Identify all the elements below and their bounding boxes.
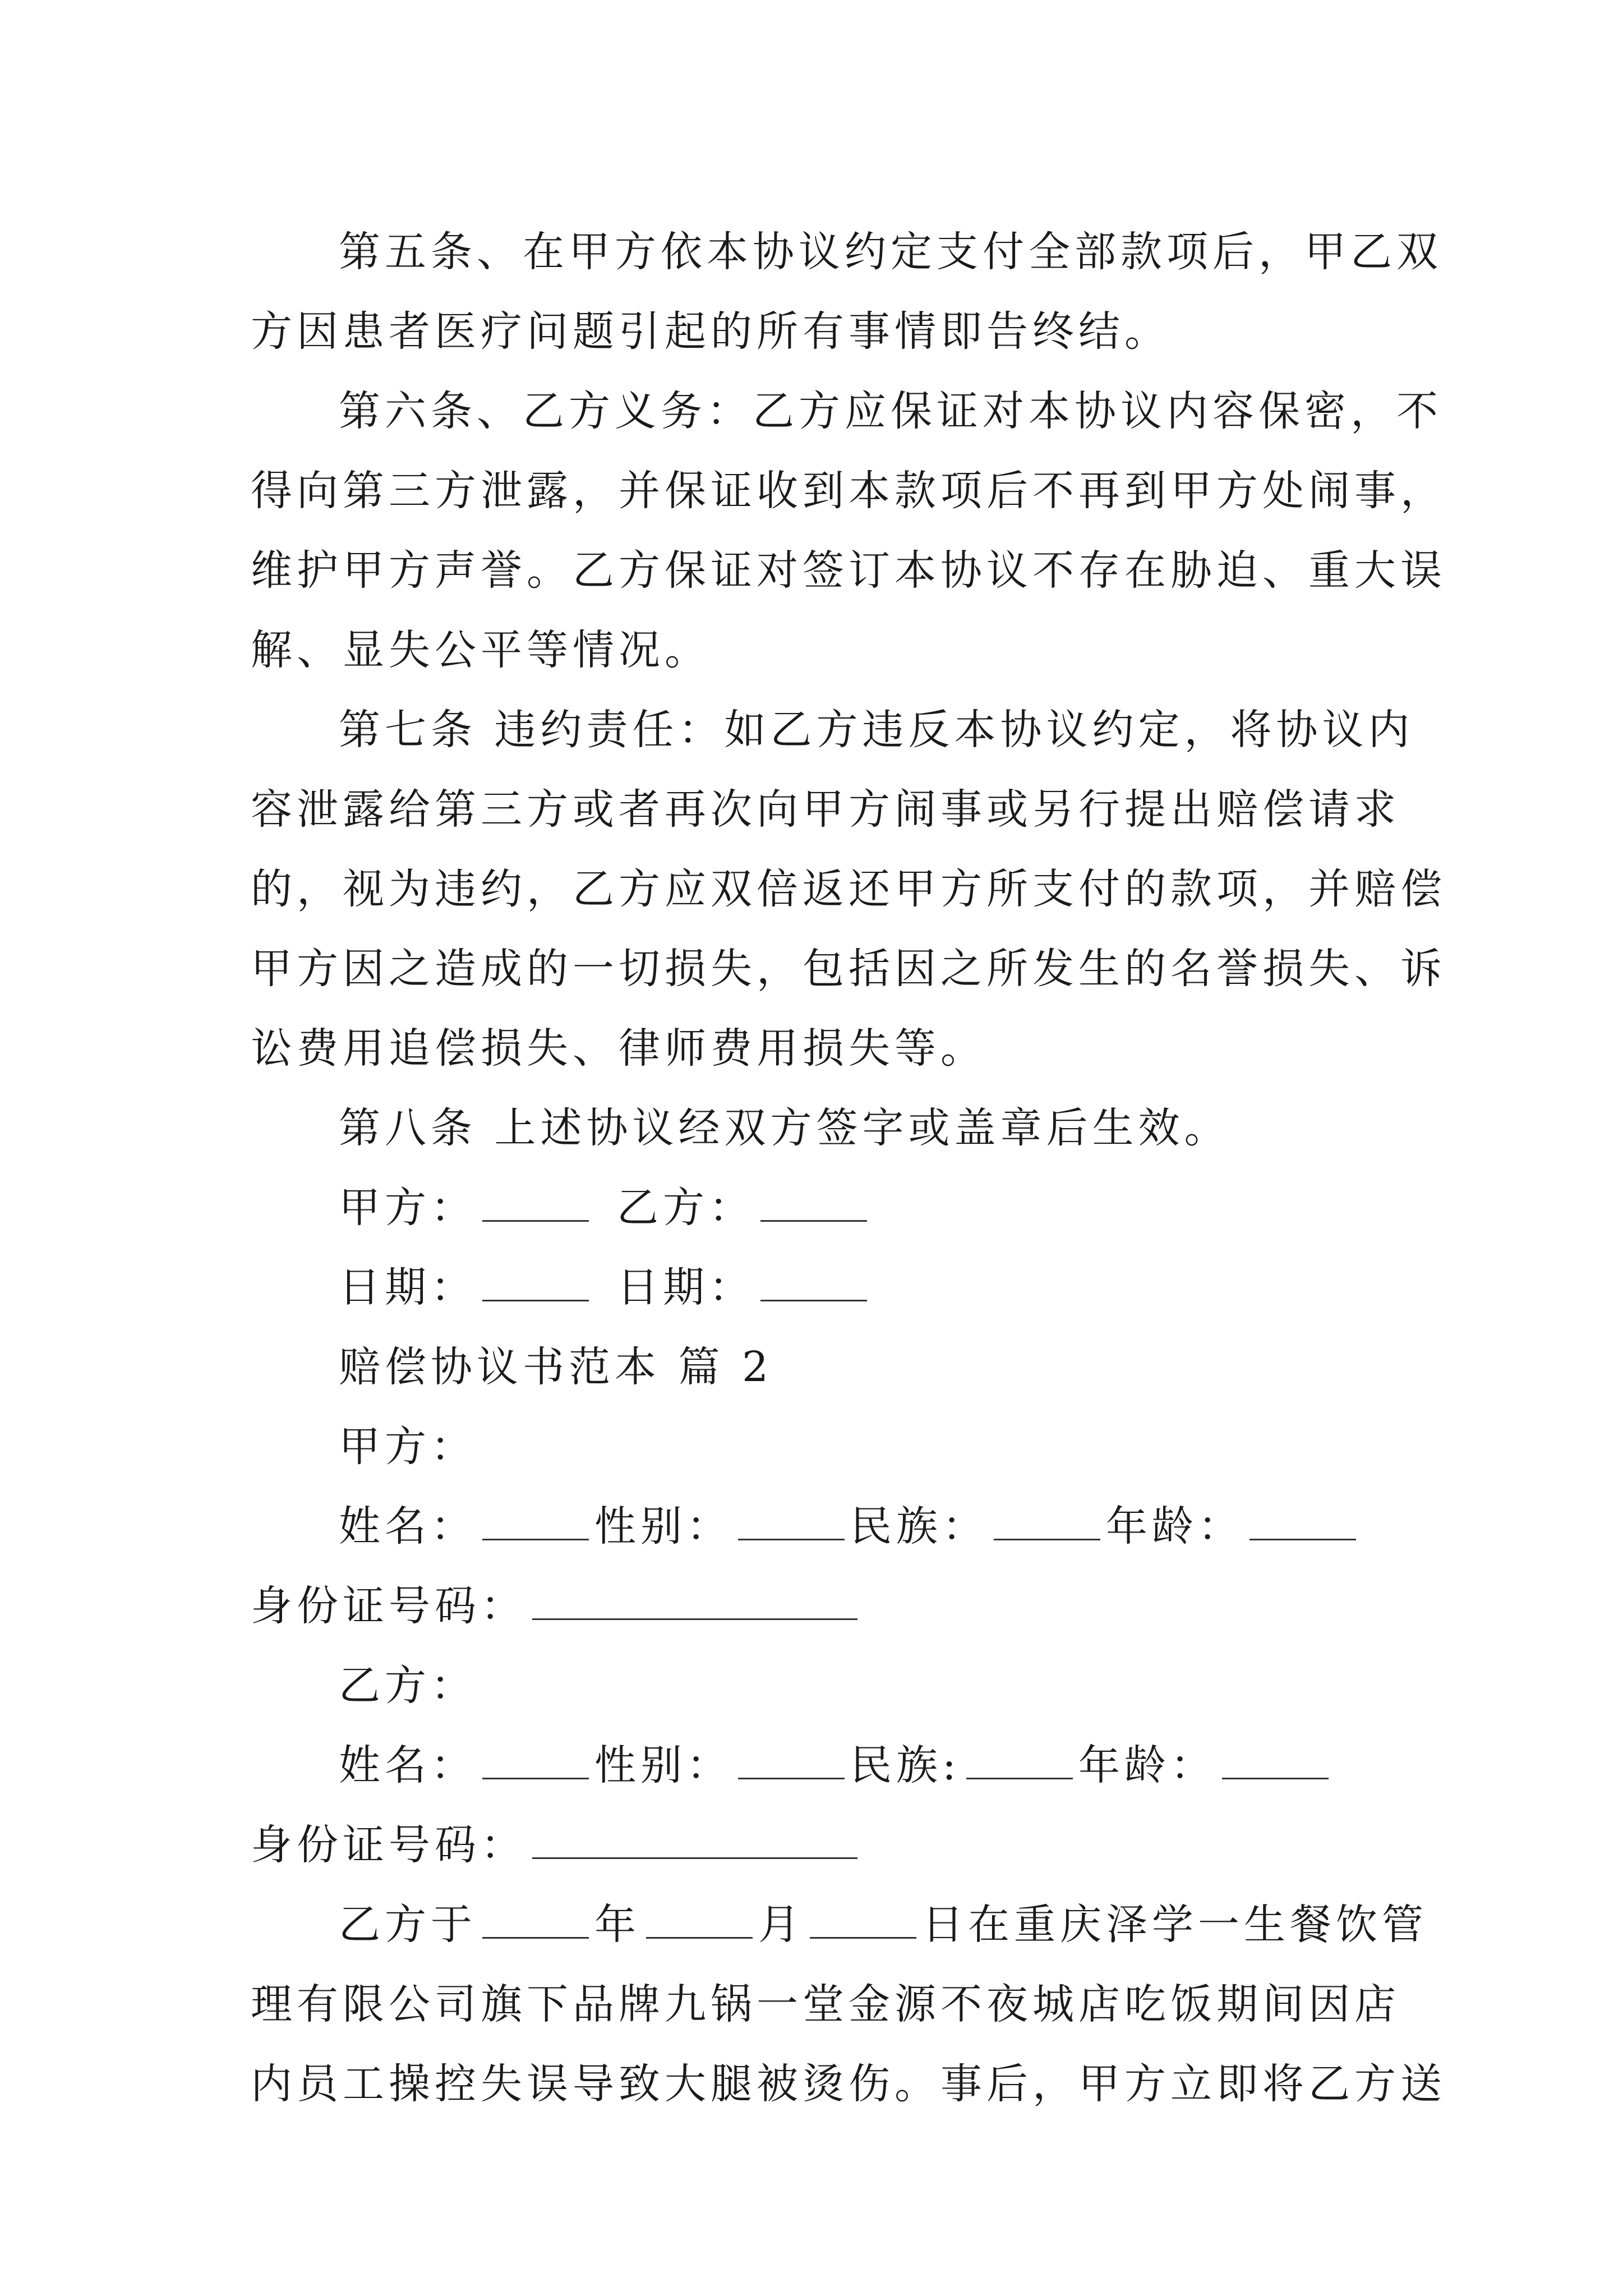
article-5-line-1: 第五条、在甲方依本协议约定支付全部款项后，甲乙双 (339, 228, 1442, 276)
party-a-ethnicity-blank (994, 1505, 1100, 1540)
incident-prefix: 乙方于 (339, 1901, 477, 1949)
incident-line-3: 内员工操控失误导致大腿被烫伤。事后，甲方立即将乙方送 (251, 2060, 1446, 2108)
party-a-age-blank (1249, 1505, 1356, 1540)
incident-suffix: 日在重庆泽学一生餐饮管 (922, 1901, 1428, 1949)
article-6-line-4: 解、显失公平等情况。 (251, 626, 711, 674)
section-2-title: 赔偿协议书范本 篇 2 (339, 1343, 773, 1391)
party-a-ethnicity-label: 民族： (850, 1502, 988, 1550)
article-6-line-2: 得向第三方泄露，并保证收到本款项后不再到甲方处闹事， (251, 467, 1446, 515)
date-row (251, 1248, 1375, 1327)
party-b-ethnicity-label: 民族: (850, 1741, 961, 1789)
incident-day-blank (810, 1903, 916, 1939)
party-b-id-row (251, 1805, 1375, 1885)
party-b-name-blank (482, 1744, 589, 1779)
party-a-id-row (251, 1566, 1375, 1646)
party-a-age-label: 年龄： (1106, 1502, 1244, 1550)
incident-line-1 (251, 1885, 1428, 1964)
article-5-line-2: 方因患者医疗问题引起的所有事情即告终结。 (251, 307, 1170, 356)
section-2-party-a-heading: 甲方： (339, 1423, 477, 1471)
party-a-name-label: 姓名： (339, 1502, 477, 1550)
party-b-age-label: 年龄： (1078, 1741, 1216, 1789)
party-b-id-label: 身份证号码： (251, 1821, 527, 1869)
party-b-id-blank (532, 1824, 857, 1859)
party-a-name-blank (482, 1505, 589, 1540)
party-b-gender-label: 性别： (594, 1741, 732, 1789)
article-8-line-1: 第八条 上述协议经双方签字或盖章后生效。 (339, 1104, 1230, 1152)
incident-year-label: 年 (594, 1901, 640, 1949)
incident-line-2: 理有限公司旗下品牌九锅一堂金源不夜城店吃饭期间因店 (251, 1980, 1400, 2028)
article-6-line-3: 维护甲方声誉。乙方保证对签订本协议不存在胁迫、重大误 (251, 546, 1446, 595)
party-b-details-row (251, 1726, 1375, 1805)
party-b-blank (760, 1186, 867, 1222)
article-7-line-3: 的，视为违约，乙方应双倍返还甲方所支付的款项，并赔偿 (251, 865, 1446, 913)
document-body (251, 212, 1446, 2124)
date-a-blank (482, 1266, 589, 1301)
date-b-blank (760, 1266, 867, 1301)
date-a-label: 日期： (339, 1263, 477, 1312)
party-a-id-label: 身份证号码： (251, 1582, 527, 1630)
party-b-ethnicity-blank (966, 1744, 1073, 1779)
article-6-line-1: 第六条、乙方义务：乙方应保证对本协议内容保密，不 (339, 387, 1442, 435)
party-b-name-label: 姓名： (339, 1741, 477, 1789)
party-b-age-blank (1222, 1744, 1329, 1779)
article-7-line-1: 第七条 违约责任：如乙方违反本协议约定，将协议内 (339, 706, 1414, 754)
incident-month-label: 月 (758, 1901, 804, 1949)
party-b-label: 乙方： (617, 1184, 755, 1232)
incident-year-blank (482, 1903, 589, 1939)
party-a-label: 甲方： (339, 1184, 477, 1232)
date-b-label: 日期： (617, 1263, 755, 1312)
incident-month-blank (646, 1903, 753, 1939)
article-7-line-2: 容泄露给第三方或者再次向甲方闹事或另行提出赔偿请求 (251, 785, 1400, 834)
signature-row (251, 1168, 1375, 1248)
party-a-id-blank (532, 1585, 857, 1620)
article-7-line-4: 甲方因之造成的一切损失，包括因之所发生的名誉损失、诉 (251, 945, 1446, 993)
article-7-line-5: 讼费用追偿损失、律师费用损失等。 (251, 1024, 986, 1073)
party-b-gender-blank (738, 1744, 845, 1779)
party-a-gender-blank (738, 1505, 845, 1540)
party-a-gender-label: 性别： (594, 1502, 732, 1550)
party-a-details-row (251, 1487, 1375, 1566)
section-2-party-b-heading: 乙方： (339, 1662, 477, 1710)
party-a-blank (482, 1186, 589, 1222)
